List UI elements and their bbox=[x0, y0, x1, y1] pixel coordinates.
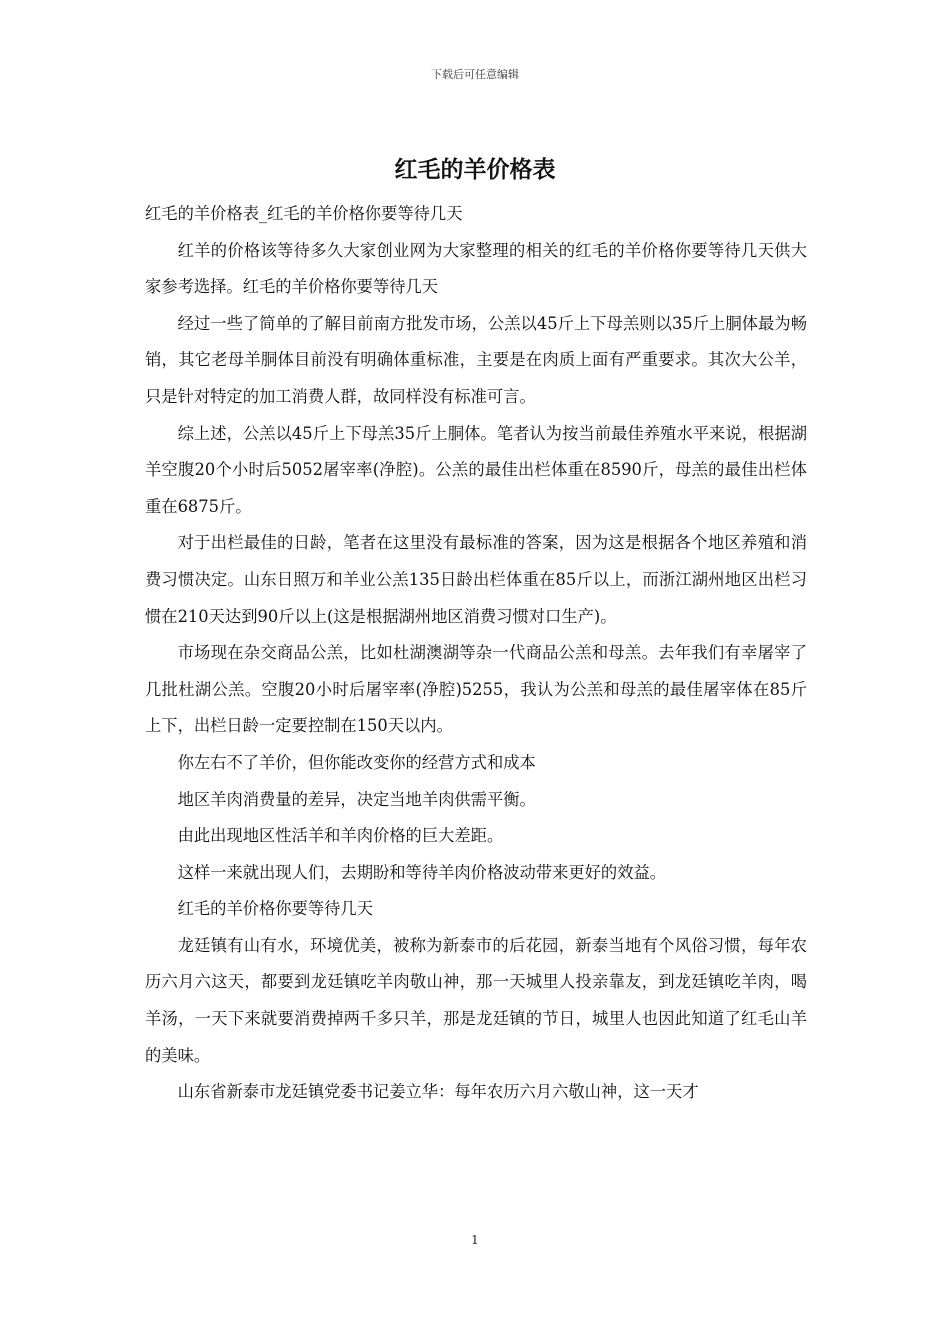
subtitle-paragraph: 红毛的羊价格表_红毛的羊价格你要等待几天 bbox=[145, 204, 463, 223]
page-number: 1 bbox=[471, 1233, 479, 1247]
paragraph: 市场现在杂交商品公羔，比如杜湖澳湖等杂一代商品公羔和母羔。去年我们有幸屠宰了几批杜湖公羔。空腹20小时后屠宰率(净腔)5255，我认为公羔和母羔的最佳屠宰体在85斤上下，出栏日龄一定要控制在150天以内。 bbox=[145, 643, 807, 736]
header-note: 下载后可任意编辑 bbox=[431, 68, 519, 81]
paragraph: 山东省新泰市龙廷镇党委书记姜立华：每年农历六月六敬山神，这一天才 bbox=[177, 1082, 699, 1102]
paragraph: 这样一来就出现人们，去期盼和等待羊肉价格波动带来更好的效益。 bbox=[177, 862, 667, 882]
paragraph: 龙廷镇有山有水，环境优美，被称为新泰市的后花园，新泰当地有个风俗习惯，每年农历六月六这天，都要到龙廷镇吃羊肉敬山神，那一天城里人投亲靠友，到龙廷镇吃羊肉，喝羊汤，一天下来就要消费掉两千多只羊，那是龙廷镇的节日，城里人也因此知道了红毛山羊的美味。 bbox=[145, 935, 807, 1065]
document-title: 红毛的羊价格表 bbox=[394, 156, 556, 183]
paragraph: 红羊的价格该等待多久大家创业网为大家整理的相关的红毛的羊价格你要等待几天供大家参考选择。红毛的羊价格你要等待几天 bbox=[145, 240, 807, 297]
paragraph: 地区羊肉消费量的差异，决定当地羊肉供需平衡。 bbox=[177, 789, 536, 809]
paragraph: 由此出现地区性活羊和羊肉价格的巨大差距。 bbox=[177, 826, 504, 846]
paragraph: 你左右不了羊价，但你能改变你的经营方式和成本 bbox=[177, 752, 536, 772]
document-body bbox=[145, 196, 807, 1111]
paragraph: 对于出栏最佳的日龄，笔者在这里没有最标准的答案，因为这是根据各个地区养殖和消费习惯决定。山东日照万和羊业公羔135日龄出栏体重在85斤以上，而浙江湖州地区出栏习惯在210天达到90斤以上(这是根据湖州地区消费习惯对口生产)。 bbox=[145, 533, 807, 626]
paragraph: 经过一些了简单的了解目前南方批发市场，公羔以45斤上下母羔则以35斤上胴体最为畅销，其它老母羊胴体目前没有明确体重标准，主要是在肉质上面有严重要求。其次大公羊，只是针对特定的加工消费人群，故同样没有标准可言。 bbox=[145, 313, 807, 406]
section-heading: 红毛的羊价格你要等待几天 bbox=[177, 899, 373, 919]
paragraph: 综上述，公羔以45斤上下母羔35斤上胴体。笔者认为按当前最佳养殖水平来说，根据湖羊空腹20个小时后5052屠宰率(净腔)。公羔的最佳出栏体重在8590斤，母羔的最佳出栏体重在6875斤。 bbox=[145, 423, 807, 516]
